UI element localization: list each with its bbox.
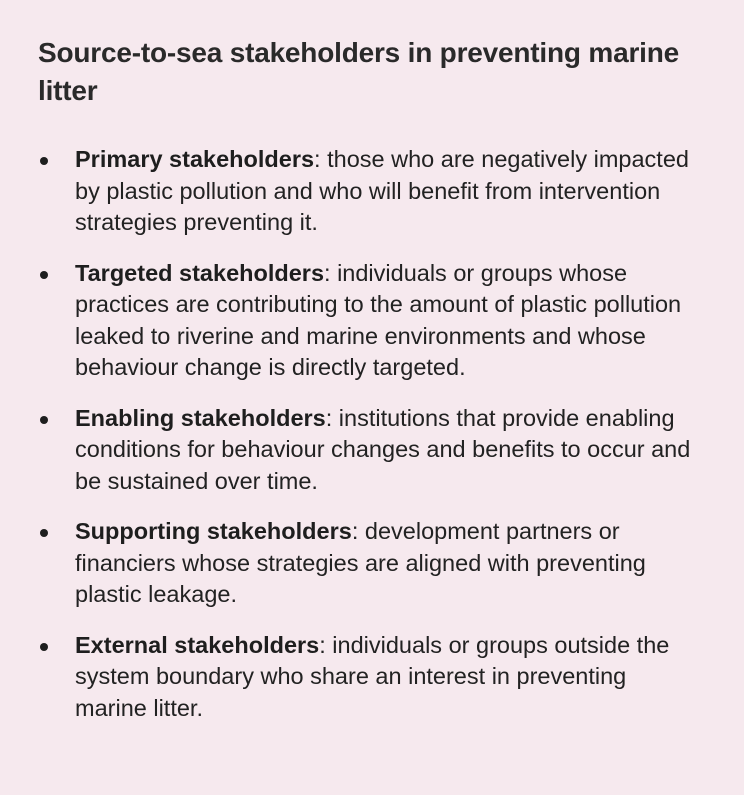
stakeholder-term: Targeted stakeholders [75,259,325,286]
stakeholder-description: : individuals or groups whose practices are contributing to the amount of plastic pollution leaked to riverine and marine environments and whose behaviour change is directly targeted. [75,259,682,380]
bullet-icon [40,271,48,279]
stakeholder-term: Primary stakeholders [75,146,315,172]
stakeholder-description: : institutions that provide enabling conditions for behaviour changes and benefits to occur and be sustained over time. [75,404,691,494]
stakeholder-term: Enabling stakeholders [75,404,326,431]
bullet-icon [40,643,48,651]
stakeholder-list [38,144,704,724]
stakeholder-term: External stakeholders [75,631,320,658]
bullet-icon [40,416,48,424]
box-title: Source-to-sea stakeholders in preventing marine litter [38,37,680,106]
list-item-primary [38,144,704,239]
stakeholder-description: : those who are negatively impacted by plastic pollution and who will benefit from intervention strategies preventing it. [75,146,689,235]
stakeholder-description: : development partners or financiers whose strategies are aligned with preventing plastic leakage. [75,518,646,607]
stakeholder-description: : individuals or groups outside the system boundary who share an interest in preventing marine litter. [75,631,670,721]
list-item-enabling [38,403,704,498]
bullet-icon [40,529,48,537]
list-item-targeted [38,258,704,384]
bullet-icon [40,157,48,165]
stakeholder-term: Supporting stakeholders [75,518,352,544]
list-item-external [38,630,704,725]
list-item-supporting [38,516,704,611]
